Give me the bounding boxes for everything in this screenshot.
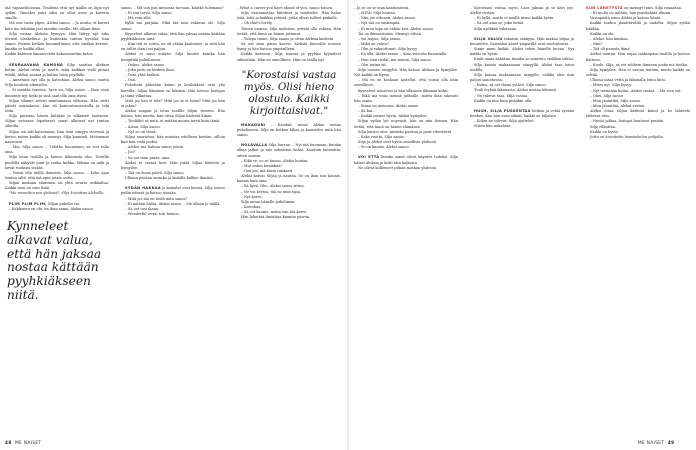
- paragraph: [354, 119, 458, 129]
- section-lead: NOLAVALLA: [241, 143, 268, 148]
- paragraph-text: – Sä oot tosi ihana.: [125, 206, 160, 211]
- paragraph-text: "Me menettiin sen yhdessä", Silja kirjoittaa Aleksille.: [9, 191, 105, 196]
- column-5: [470, 6, 574, 129]
- paragraph-text: on mennyt tunti, Silja ronaahaa.: [622, 6, 683, 10]
- paragraph-text: – Aleksi, mä haluun sanoo jotain.: [125, 145, 185, 150]
- paragraph: [354, 94, 458, 104]
- column-3: [237, 6, 341, 221]
- paragraph: [354, 166, 458, 171]
- paragraph-text: – Tulepa tänne, Silja sanoo ja ottaa Aleksia kädestä.: [241, 36, 335, 41]
- paragraph: [5, 78, 109, 88]
- paragraph-text: Tuuli leyhää ikkunasta. Aleksi nostaa kätensä.: [474, 88, 558, 93]
- paragraph-text: – Hyvää jatkoa, hoitajat huutavat perään.: [590, 119, 665, 124]
- paragraph: [5, 6, 109, 21]
- paragraph: [470, 37, 574, 47]
- paragraph: [237, 52, 341, 62]
- paragraph-text: Ulkona paistaa aurinko ja kadulla kulkee ihmisiä.: [125, 176, 214, 181]
- paragraph-text: – Tiedätkö sä mitä, ei mitään muuta tarvii kuin tämä.: [125, 119, 221, 124]
- left-footer: [5, 440, 41, 445]
- paragraph-text: – Niin?: [590, 42, 603, 47]
- paragraph-text: Silja saattaa Aleksin kotiin. Aleksi istuu ja mietti, mitä kaikkea vielä pitäisi tehdä. Aleksi nostaa ja laittaa lasin pöydälle.: [5, 62, 110, 77]
- paragraph: [121, 83, 225, 98]
- paragraph-text: Toinen nauraa. Silja nielaisee, yrittää olla vakava. Hän tietää, että tämä on hänen juttunsa.: [237, 26, 341, 36]
- paragraph-text: Sinne meni kaikki. Aleksi tekee hänelle kuvan. Nyt kaikki on hyvin.: [470, 47, 574, 57]
- column-6: [586, 6, 690, 140]
- paragraph-text: Siljan mukaan eläminen on yhtä suurta seikkailua. Kaikki muu on vain lisää.: [5, 181, 109, 191]
- paragraph-text: Silja kaivaa makaamaan sängyllä, Aleksi taas istuu tuolilla.: [470, 62, 574, 72]
- paragraph-text: Aleksi saapuu ja istuu tuolille Siljan viereen. Hän katsoo, hän miettii, hän ottaa Siljan kädestä kiinni.: [121, 109, 225, 119]
- paragraph-text: – Oon.: [125, 78, 137, 83]
- paragraph-text: – Sinne on menossa, Aleksi sanoo.: [358, 103, 420, 108]
- paragraph-text: Aleksi ottaa Siljan kädestä kiinni ja he lähtevät yhdessä ulos.: [586, 109, 690, 119]
- paragraph: [5, 145, 109, 155]
- paragraph-text: ja kainalot ovat hiessä. Silja seisoo peilin edessä ja katsoo itseään.: [121, 186, 225, 196]
- paragraph-text: Silja hymyilee. Hän ei vastaa mitään, mutta kaikki on selvää.: [586, 67, 690, 78]
- paragraph-text: – Tää on ihana päivä, Silja sanoo.: [125, 171, 185, 175]
- paragraph: [5, 63, 109, 78]
- paragraph-text: – Wonderful work, tosi hienoa.: [125, 212, 180, 217]
- paragraph-text: Siljaa naurattaa, hän muistaa edellisen kevään, silloin kun hän vielä juoksi.: [121, 134, 225, 145]
- paragraph: [5, 207, 109, 212]
- paragraph-text: – Olin jo vakuuttunut, Silja kysyy.: [358, 47, 418, 52]
- paragraph: [470, 99, 574, 104]
- paragraph-text: – Tää oli parasta ikinä.: [590, 47, 631, 52]
- paragraph: [121, 42, 225, 52]
- column-1: [5, 6, 109, 309]
- section-lead: HUSH, SILJA PUSKENTAA: [474, 108, 531, 113]
- paragraph-text: Kaikki on niin kuin pitääkin olla.: [474, 98, 533, 103]
- paragraph: [470, 6, 574, 16]
- paragraph-text: – Et mulla on mitään, hän purskahtaa itkuun.: [590, 11, 672, 16]
- paragraph-text: Sä oot mun paras kaveri. Aleksin kasvoille nousee hymy ja hän katsoo ympärilleen.: [237, 42, 341, 52]
- paragraph-text: tää vapaaehtoisena. Tuuliena että nyt mailla on lupa nyt sydän. Viimeksi juuri siksi on ollut avun ja kaveria sinulle.: [5, 6, 109, 21]
- paragraph: [586, 52, 690, 62]
- paragraph-text: – Nyt se on tässä.: [125, 129, 157, 134]
- paragraph: [354, 155, 458, 165]
- paragraph-text: – Mitä jos mä en tiedä mitä sanoa?: [125, 196, 188, 201]
- paragraph-text: – Se on kaunis, Aleksi sanoo.: [358, 145, 410, 150]
- paragraph-text: – Olin tarina sit.: [358, 62, 387, 67]
- right-footer: [638, 440, 674, 445]
- paragraph-text: – Sä kai...: [358, 109, 376, 114]
- paragraph-text: – Oh that's lovely.: [241, 21, 273, 26]
- paragraph-text: Kyyneleet nousevat ja hän vilkaisee ikkunaa kohti.: [358, 88, 449, 93]
- paragraph-text: takaisin sänkyyn. Hän makaa hiljaa ja kuuntelee. Sairaalan äänet ympärillä ovat rauhoittavia.: [470, 36, 574, 46]
- paragraph-text: – Kertokaa.: [241, 205, 262, 210]
- paragraph-text: – Oota yhtä hetkeä.: [125, 73, 160, 78]
- paragraph-text: hetken ja vetää syvään henkeä. Kun hän avaa silmät, kaikki on hiljaista.: [470, 108, 574, 118]
- paragraph-text: – Sä oot kaunis, mutta sun tää kerro.: [241, 210, 308, 215]
- paragraph-text: – En olla, Aleksi sanoo. – Kuin toivottu Kanarialla.: [358, 52, 448, 57]
- paragraph-text: – Ja se on se mun kaatumiseni.: [354, 6, 410, 10]
- paragraph-text: Silja antaa hänelle puhelimen.: [241, 199, 296, 204]
- section-lead: SILJA VALUU: [474, 36, 503, 41]
- paragraph: [121, 135, 225, 145]
- paragraph-text: Siljan tilanne selvisi muutamassa viikossa. Hän vietti päivät sairaalassa, hän oli kuntoutusosastolla ja teki töitä.: [5, 98, 109, 113]
- paragraph-text: – Eikä se, oo se huono, Aleksi huutaa.: [241, 158, 309, 163]
- paragraph-text: Kyyneleet alkavat valua, että hän jaksaa nostaa kättään pyyhkiäkseen niitä.: [121, 31, 225, 41]
- paragraph: [5, 88, 109, 98]
- paragraph-text: – Kun tuli se soitto, ne oli vähän kaatuneet, ja siitä hän on tullut ihan tosi paljon.: [121, 42, 225, 52]
- paragraph: [237, 11, 341, 21]
- column-4: [354, 6, 458, 171]
- paragraph: [586, 21, 690, 31]
- paragraph-text: Silja kaivaa makaamaan sängylle, vaikka olisi niin paljon sanottavaa.: [470, 72, 574, 83]
- paragraph-text: – Kakkonen on ohi, on ihan sama, Aleksi sanoo.: [9, 206, 94, 211]
- paragraph-text: Silja istuu tuolilla ja katsoo ikkunasta ulos. Toisella puolella näkyvät puut ja vanha kirkko. Ikkuna on auki ja kevät tuoksuu sisään.: [5, 155, 109, 170]
- paragraph-text: – Mun jännittää, Aleksi vastaa.: [590, 103, 646, 108]
- paragraph-text: – Kiitos, sä oot ihana ystävä, Silja sanoo.: [474, 83, 547, 88]
- section-lead: MAKADUN!: [241, 122, 266, 127]
- paragraph: [470, 47, 574, 57]
- paragraph-text: Kyllä mä pärjään. Eikä tää niin vakavaa ole, Silja sanoo.: [121, 21, 225, 31]
- paragraph-text: – Eikä mä voisi mennä jatkoille, mutta ihan oikeasti hän sanoo.: [354, 93, 458, 103]
- paragraph: [5, 99, 109, 114]
- paragraph: [5, 114, 109, 129]
- paragraph: [586, 135, 690, 140]
- paragraph: [237, 143, 341, 158]
- paragraph-text: Kaikki kahteen kansan vielä kokoonnuttiin kotoa.: [5, 52, 94, 57]
- paragraph-text: – Kuule, Silja, sä oot rohkein ihminen jonka mä tiedän.: [590, 62, 689, 67]
- pull-quote: "Korostaisi vastaa myös. Olisi hieno olostulo. Kaikki kirjoittaisivat.": [241, 68, 337, 117]
- paragraph-text: Silja katsoo ulos. Aurinko paistaa ja puut vihertävät.: [358, 129, 453, 134]
- paragraph-text: – Ei mitään hätää, Aleksi sanoo. – Me ollaan jo täällä.: [125, 201, 221, 206]
- paragraph-text: – Voisin olla täällä ikuisesti, Silja sanoo. – Koko ajan tuntuu siltä, että mä opin jotain uutta.: [5, 170, 109, 180]
- paragraph-text: – Nyt mennään kotiin, Aleksi vastaa. – Mä vien sut.: [590, 88, 682, 93]
- paragraph-text: – Mut onkos kuninkaa?: [241, 163, 283, 168]
- paragraph-text: kuinka sanat olivat käyneet todeksi. Silja halasi Aleksia ja kiitti tätä kaikesta.: [354, 155, 458, 165]
- paragraph: [121, 212, 225, 217]
- paragraph-text: Kaikki on hyvin.: [590, 129, 619, 134]
- section-lead: VOI ETTÄ: [358, 155, 380, 160]
- page-number-right: 49: [667, 440, 675, 445]
- paragraph: [121, 109, 225, 119]
- page-number-left: 48: [5, 440, 12, 445]
- right-page: [348, 0, 696, 450]
- paragraph-text: – Sä hyvä, Oho, Aleksi sanoo sitten.: [241, 184, 305, 189]
- paragraph: [5, 191, 109, 196]
- paragraph-text: Silja nousee sängyltä. Hän katsoo Aleksia ja hymyilee. Nyt kaikki on hyvin.: [354, 67, 458, 78]
- paragraph-text: – Niin joo oikeasti, Aleksi sanoo.: [358, 16, 417, 21]
- paragraph-text: Tai on ikimuistoisin. Mennyt vähän.: [358, 31, 423, 36]
- paragraph-text: – Niin sinä tiedät, mä mietin, Silja sanoo.: [358, 57, 432, 62]
- paragraph-text: – Nyt kerro.: [241, 194, 263, 199]
- paragraph: [586, 109, 690, 119]
- paragraph: [470, 27, 574, 32]
- paragraph-text: – Okei, Silja sanoo.: [590, 93, 625, 98]
- paragraph-text: – Kaikki menee hyvin, Aleksi hymyilee.: [358, 114, 428, 119]
- paragraph-text: – Voi hupsu, Silja sanoo.: [358, 36, 402, 41]
- paragraph-text: Mitä jos hän ei tule? Mitä jos se ei toimi? Mitä jos hän ei jaksa?: [121, 98, 225, 108]
- paragraph-text: – Mä voin silti.: [125, 16, 152, 21]
- paragraph: [470, 73, 574, 83]
- paragraph-text: Ne olivat kulkeneet pitkän matkan yhdessä.: [358, 165, 437, 170]
- paragraph-text: – Korostaisi vastaa myös, Lara jaksaa ja se kävi nyt. Aleksi vastasi.: [470, 6, 574, 16]
- section-lead: PLIM PLIM PLIM,: [9, 201, 47, 206]
- column-2: [121, 6, 225, 217]
- paragraph-text: Kaikki katsovat. Silja nauraa ja pyyhkii kyyneleet silmistään. Hän on onnellinen. Hän on täällä nyt.: [237, 52, 341, 62]
- paragraph-text: – Aleksi, hän kuiskaa.: [590, 36, 629, 41]
- magazine-name-right: ME NAISET: [638, 440, 665, 445]
- paragraph-text: Siljan sydän lyö nopeasti, hän on niin iloinen. Hän tietää, että tämä on hänen elämänsä.: [354, 119, 458, 129]
- paragraph-text: Sitten hän nukahtaa.: [474, 124, 512, 129]
- paragraph-text: – Et mun tapa on vähän tosi, Aleksi sanoo.: [358, 26, 434, 31]
- section-lead: SEURAAVANA KAMUNA: [9, 62, 64, 67]
- paragraph: [470, 109, 574, 119]
- paragraph-text: Kuuli omaa ääntään, kuinka se muuttuu vieläkin vähän.: [474, 57, 574, 62]
- paragraph: [121, 161, 225, 171]
- paragraph-text: Aleksi ei sano mitään. Silja kuulee kuinka hän hengittää puhelimeen.: [121, 52, 225, 62]
- paragraph: [5, 52, 109, 57]
- paragraph-text: Puhelinta pidetään kiinni ja kuulokkeet ovat yhä korvilla. Siljan kämmen on hikinen. Hän katsoo hoitajaa ja tämä vilkuttaa.: [121, 83, 225, 98]
- paragraph-text: – Ei sun tarvii, Silja sanoo.: [125, 11, 173, 16]
- paragraph-text: Mä oon vasta ylpee, Aleksi sanoo. – Ja mutta, ei kaveri kato me tehdään just meidän tavalla. Me ollaan tiimi.: [5, 21, 109, 31]
- paragraph: [237, 215, 341, 220]
- paragraph: [5, 181, 109, 191]
- paragraph-text: – Annetaan nyt olla ja katsotaan. Aleksi sanoo, mutta Silja kuulosti aikuiselta.: [5, 78, 109, 88]
- paragraph: [121, 21, 225, 31]
- paragraph-text: Kaikki tuntuu jännittävältä ja uudelta. Siljan sydän hakkaa.: [586, 21, 690, 31]
- paragraph-text: – Sä oot mun paras, aina.: [125, 155, 171, 160]
- paragraph: [354, 78, 458, 88]
- paragraph-text: Hän lähettää ilmoittaa kauniin päivän.: [241, 215, 311, 220]
- paragraph-text: – Ookoo, Aleksi sanoo.: [125, 62, 166, 67]
- paragraph-text: – Aivan, Silja sanoo.: [125, 124, 161, 129]
- paragraph: [121, 32, 225, 42]
- magazine-name-left: ME NAISET: [15, 440, 42, 445]
- paragraph-text: – Joo?: [125, 150, 136, 155]
- paragraph: [5, 171, 109, 181]
- paragraph: [5, 155, 109, 170]
- paragraph-text: – Mites nyt, Silja kysyy.: [590, 83, 632, 88]
- paragraph: [237, 123, 341, 138]
- paragraph-text: – Mikä on vahva?: [358, 42, 390, 47]
- paragraph-text: Aleksi katsoo Siljaa ja nauraa. Se on ihan tosi kaunis, kaunis kuin aina.: [237, 174, 341, 184]
- paragraph-text: – Ei kyllä, mutta ei meillä mene kaikki hyvin.: [474, 16, 555, 21]
- paragraph: [354, 145, 458, 150]
- paragraph-text: – Joku juttu on kesken ihan.: [125, 67, 175, 72]
- paragraph: [237, 27, 341, 37]
- paragraph-text: Silja puristaa hänen kättään ja vilkaisee taakseen. Siljan vatsassa lepattavat sanat alkoivat nyt tuntua oikeilta.: [5, 114, 109, 129]
- paragraph: [5, 130, 109, 145]
- paragraph: [121, 52, 225, 62]
- paragraph: [470, 63, 574, 73]
- paragraph-text: – Mä en oo koskaan ajatellut, että voisin olla näin onnellinen.: [354, 78, 458, 88]
- paragraph-text: – Ne voi kertoa, tää on mun tapa.: [241, 189, 301, 194]
- paragraph-text: Ulkona sataa vettä ja ikkunalla istuu lintu.: [590, 78, 667, 83]
- paragraph-text: Silja ja Aleksi ovat hyvin onnellisia yhdessä.: [358, 140, 437, 145]
- section-lead: SYDÄN HAKKAA: [125, 186, 161, 191]
- paragraph-text: – Moi, Silja sanoo. – Tuletko huomenna, sä voit tulla aina.: [5, 145, 109, 155]
- paragraph: [121, 186, 225, 196]
- paragraph-text: – Ne tulevat taas, Silja vastaa.: [474, 93, 529, 98]
- paragraph: [237, 42, 341, 52]
- paragraph-text: – Sä oot aina se, joka tietää.: [474, 21, 525, 26]
- paragraph-text: Aleksi nauraa. Hän nojaa taaksepäin tuolilla ja katsoo kattoon.: [586, 52, 690, 62]
- paragraph-text: Silja vastaa Aleksin hymyyn. Hän liittyy nyt aika tiiviisti oleskeluun. Ja kuitenkin tuntuu hyvältä, hän sanoo. Pienen hetken kuunneltuani, että sinäkin kerroit, kuinka se kaikki alkoi.: [5, 31, 109, 52]
- section-lead: KUN LÄHETYSTÄ: [586, 6, 623, 10]
- paragraph-text: – Kaks vuotta, Silja sanoo.: [358, 134, 406, 139]
- paragraph-text: – Mun jännittää, Silja sanoo.: [590, 98, 642, 103]
- paragraph-text: – Ei meidän tarvitse, hyvä on, Silja sanoo. – Ihan vaan kuuntele nyt hetki ja sinä saat olla oma itsesi.: [5, 88, 109, 98]
- paragraph-text: Silja nyökkää vakavana.: [474, 26, 518, 31]
- paragraph-text: Vastapäätä istuu Aleksi ja katsoo häntä.: [590, 16, 662, 21]
- paragraph: [470, 124, 574, 129]
- paragraph: [5, 21, 109, 31]
- pull-quote: Kynneleet alkavat valua, että hän jaksaa nostaa kättään pyyhkiäkseen niitä.: [7, 218, 102, 302]
- paragraph: [121, 99, 225, 109]
- paragraph-text: Silja vilkuttaa.: [590, 124, 616, 129]
- paragraph: [5, 32, 109, 53]
- paragraph-text: Juttu on kirjoitettu haastattelun pohjalta.: [590, 134, 665, 139]
- paragraph-text: Kaikki on ohi.: [590, 31, 615, 36]
- paragraph: [121, 176, 225, 181]
- paragraph-text: Silja vastaanottaa kiitokset ja onnittelut. Hän halaa isää, äitiä ja kaikkia ystäviä, jotka olivat tulleet paikalle.: [237, 11, 341, 21]
- paragraph-text: Aleksi ei vastaa heti. Hän pitää Siljaa kädestä ja hymyilee.: [121, 160, 225, 170]
- paragraph-text: Silja hurraa. – Nyt mä huomaan, kuinka alkaa jatkot ja talo valmistuu kohta. Kaaduin kuitenkin, sitten nousin.: [237, 143, 341, 158]
- paragraph-text: – Kaaduit, minä! Aleksi vastaa puhelimeen. Silja on hetken hiljaa ja kuuntelee mitä hän sanoo.: [237, 122, 341, 138]
- paragraph-text: – What a career you have ahead of you, sanoo toinen.: [237, 6, 334, 10]
- paragraph: [237, 174, 341, 184]
- paragraph: [354, 68, 458, 78]
- paragraph-text: – MITÄ! Silja huutaa.: [358, 11, 396, 16]
- paragraph-text: Siljan puhelin soi.: [46, 201, 81, 206]
- paragraph-text: – Nyt tää on siistimpää.: [358, 21, 401, 26]
- paragraph: [586, 68, 690, 78]
- paragraph-text: – Kohta ne tulevat, Silja ajattelee.: [474, 119, 535, 124]
- paragraph-text: – Oon joo, mä kävin rankasti.: [241, 168, 294, 173]
- paragraph-text: Siljan isä tuli katsomaan, hän istui sängyn vieressä ja kertoi, miten kaikki oli mennyt. Silja kuunteli. Molemmat nauroivat.: [5, 129, 109, 144]
- paragraph-text: sanoo. – Mä oon just menossa tarvaan, käätkö tulemaan?: [121, 6, 224, 10]
